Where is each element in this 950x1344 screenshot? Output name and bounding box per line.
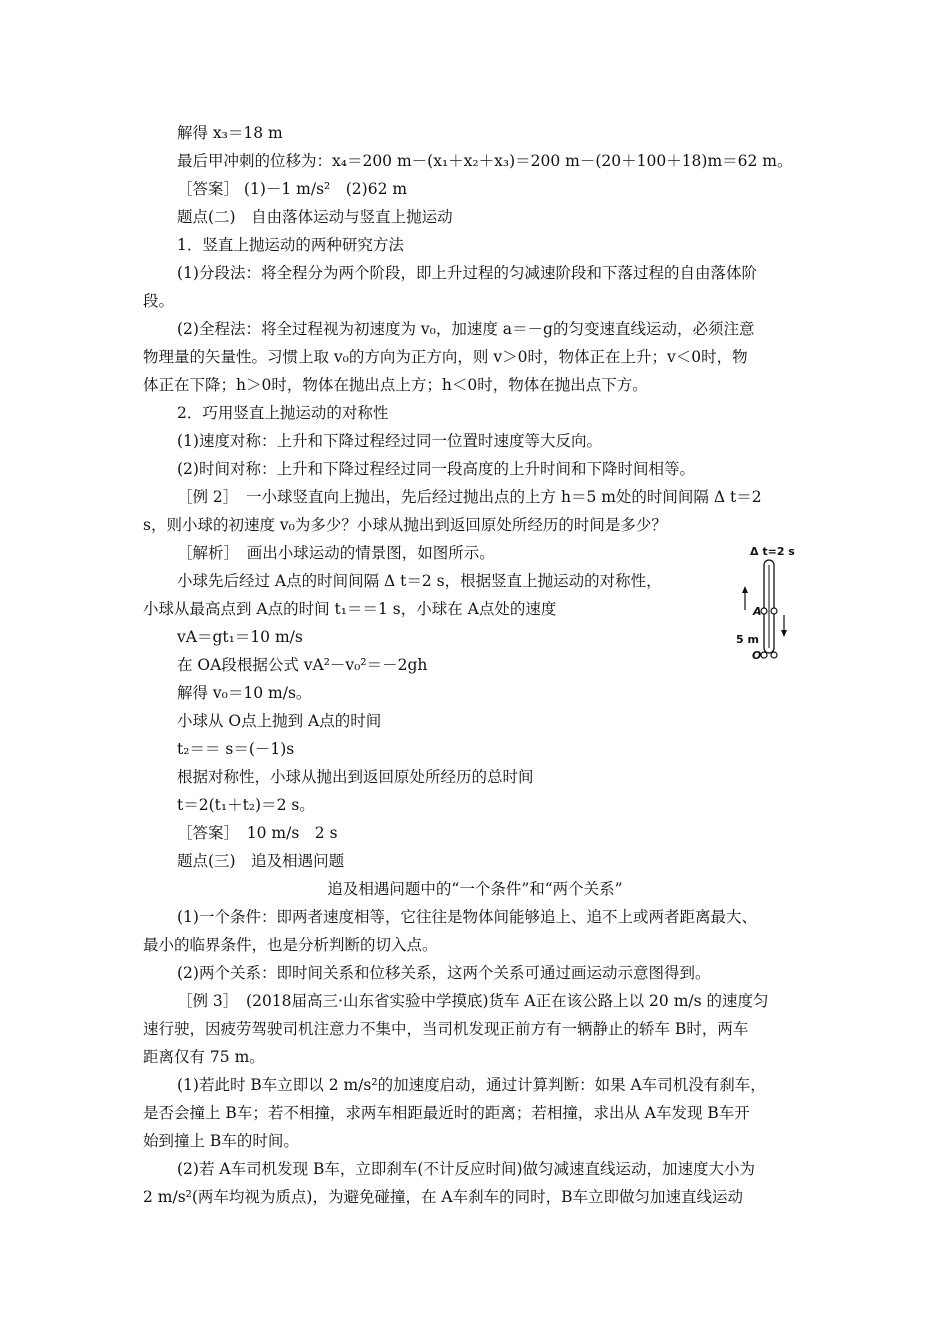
example-line: ［例 3］ (2018届高三·山东省实验中学摸底)货车 A正在该公路上以 20 m/s 的速度匀	[177, 992, 769, 1010]
ball-at-o-left	[761, 652, 767, 658]
answer-line: ［答案］ 10 m/s 2 s	[177, 824, 338, 842]
text-line: (2)两个关系：即时间关系和位移关系，这两个关系可通过画运动示意图得到。	[177, 964, 711, 982]
text-line: 小球从最高点到 A点的时间 t₁＝＝1 s，小球在 A点处的速度	[143, 600, 557, 618]
point-o-label: O	[752, 649, 762, 662]
ball-at-o-right	[771, 652, 777, 658]
text-line: 小球从 O点上抛到 A点的时间	[177, 712, 382, 730]
text-line: (1)若此时 B车立即以 2 m/s²的加速度启动，通过计算判断：如果 A车司机没有刹车，	[177, 1076, 766, 1094]
text-line: 解得 x₃＝18 m	[177, 124, 283, 142]
formula-line: 解得 v₀＝10 m/s。	[177, 684, 312, 702]
text-line: 根据对称性，小球从抛出到返回原处所经历的总时间	[177, 768, 534, 786]
formula-line: 在 OA段根据公式 vA²－v₀²＝－2gh	[177, 656, 428, 674]
text-line: 物理量的矢量性。习惯上取 v₀的方向为正方向，则 v＞0时，物体正在上升；v＜0时，物	[143, 348, 748, 366]
up-arrow-head-icon	[742, 586, 748, 593]
subheading: 1．竖直上抛运动的两种研究方法	[177, 236, 404, 254]
subheading: 2．巧用竖直上抛运动的对称性	[177, 404, 389, 422]
example-line: ［例 2］ 一小球竖直向上抛出，先后经过抛出点的上方 h＝5 m处的时间间隔 Δ t＝2	[177, 488, 762, 506]
text-line: 小球先后经过 A点的时间间隔 Δ t＝2 s，根据竖直上抛运动的对称性，	[177, 572, 662, 590]
text-line: ［解析］ 画出小球运动的情景图，如图所示。	[177, 544, 495, 562]
text-line: 最小的临界条件，也是分析判断的切入点。	[143, 936, 438, 954]
formula-line: vA＝gt₁＝10 m/s	[177, 628, 303, 646]
down-arrow-head-icon	[781, 630, 787, 637]
formula-line: t₂＝＝ s＝(－1)s	[177, 740, 295, 758]
text-line: 体正在下降；h＞0时，物体在抛出点上方；h＜0时，物体在抛出点下方。	[143, 376, 648, 394]
ball-at-a-right	[771, 608, 777, 614]
answer-line: ［答案］ (1)－1 m/s² (2)62 m	[177, 180, 408, 198]
text-line: (2)若 A车司机发现 B车，立即刹车(不计反应时间)做匀减速直线运动，加速度大小为	[177, 1160, 755, 1178]
text-line: 始到撞上 B车的时间。	[143, 1132, 299, 1150]
point-a-label: A	[753, 605, 762, 618]
text-line: (2)全程法：将全过程视为初速度为 v₀，加速度 a＝－g的匀变速直线运动，必须注意	[177, 320, 755, 338]
section-heading: 题点(二) 自由落体运动与竖直上抛运动	[177, 208, 453, 226]
section-heading: 题点(三) 追及相遇问题	[177, 852, 345, 870]
motion-diagram	[728, 545, 818, 665]
formula-line: t＝2(t₁＋t₂)＝2 s。	[177, 796, 315, 814]
text-line: 段。	[143, 292, 175, 310]
text-line: 速行驶，因疲劳驾驶司机注意力不集中，当司机发现正前方有一辆静止的轿车 B时，两车	[143, 1020, 749, 1038]
text-line: s，则小球的初速度 v₀为多少？小球从抛出到返回原处所经历的时间是多少？	[143, 516, 667, 534]
text-line: 最后甲冲刺的位移为：x₄＝200 m－(x₁＋x₂＋x₃)＝200 m－(20＋100＋18)m＝62 m。	[177, 152, 793, 170]
text-line: 2 m/s²(两车均视为质点)，为避免碰撞，在 A车刹车的同时，B车立即做匀加速直线运动	[143, 1188, 743, 1206]
text-line: (1)分段法：将全程分为两个阶段，即上升过程的匀减速阶段和下落过程的自由落体阶	[177, 264, 757, 282]
text-line: 距离仅有 75 m。	[143, 1048, 265, 1066]
ball-at-a-left	[761, 608, 767, 614]
time-interval-label: Δ t=2 s	[750, 545, 795, 558]
text-line: (2)时间对称：上升和下降过程经过同一段高度的上升时间和下降时间相等。	[177, 460, 695, 478]
text-line: (1)速度对称：上升和下降过程经过同一位置时速度等大反向。	[177, 432, 602, 450]
height-label: 5 m	[736, 633, 759, 646]
centered-title: 追及相遇问题中的“一个条件”和“两个关系”	[327, 880, 623, 898]
text-line: 是否会撞上 B车；若不相撞，求两车相距最近时的距离；若相撞，求出从 A车发现 B车开	[143, 1104, 750, 1122]
text-line: (1)一个条件：即两者速度相等，它往往是物体间能够追上、追不上或两者距离最大、	[177, 908, 757, 926]
